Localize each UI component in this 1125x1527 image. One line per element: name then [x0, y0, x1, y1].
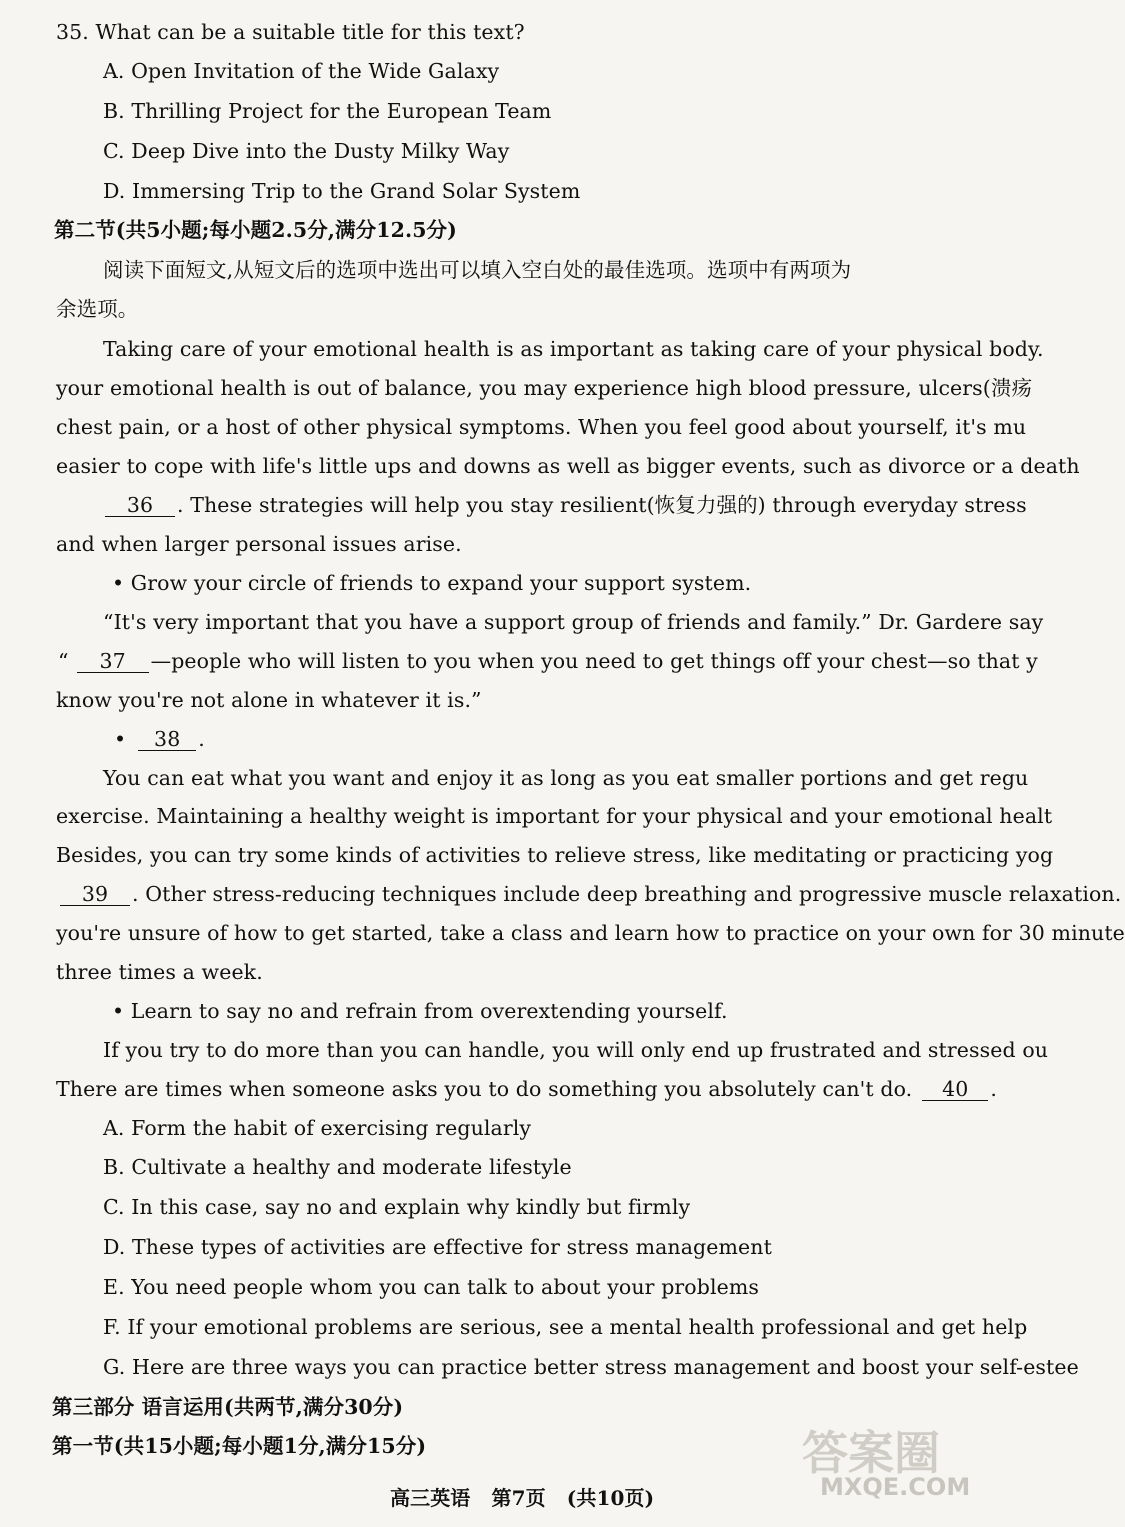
choice-f: F. If your emotional problems are serious, see a mental health professional and get help	[103, 1315, 1028, 1339]
passage-line-blank-37	[58, 647, 1038, 675]
question-35-stem: 35. What can be a suitable title for this text?	[56, 20, 525, 44]
passage-line: Taking care of your emotional health is as important as taking care of your physical body.	[103, 337, 1044, 361]
q35-option-a: A. Open Invitation of the Wide Galaxy	[103, 59, 500, 83]
footer-total-pages: (共10页)	[566, 1486, 655, 1510]
q35-option-c: C. Deep Dive into the Dusty Milky Way	[103, 139, 510, 163]
section2-instruction-line1: 阅读下面短文,从短文后的选项中选出可以填入空白处的最佳选项。选项中有两项为	[103, 258, 852, 282]
blank-37[interactable]: 37	[77, 650, 149, 673]
bullet: •	[114, 727, 127, 751]
choice-e: E. You need people whom you can talk to about your problems	[103, 1275, 760, 1299]
passage-line-blank-36	[103, 491, 1027, 519]
period: .	[990, 1077, 997, 1101]
footer-subject: 高三英语	[390, 1486, 471, 1510]
open-quote: “	[58, 649, 69, 673]
passage-text: There are times when someone asks you to do something you absolutely can't do.	[56, 1077, 913, 1101]
strategy-bullet-say-no: • Learn to say no and refrain from overextending yourself.	[112, 999, 728, 1023]
passage-text: . These strategies will help you stay resilient(恢复力强的) through everyday stress	[177, 493, 1027, 517]
choice-a: A. Form the habit of exercising regularly	[103, 1116, 532, 1140]
watermark-mark: 答案圈	[802, 1426, 940, 1480]
passage-line: know you're not alone in whatever it is.”	[56, 688, 482, 712]
choice-b: B. Cultivate a healthy and moderate lifestyle	[103, 1155, 572, 1179]
part3-header: 第三部分 语言运用(共两节,满分30分)	[52, 1395, 404, 1419]
q35-option-d: D. Immersing Trip to the Grand Solar System	[103, 179, 581, 203]
passage-line: exercise. Maintaining a healthy weight is important for your physical and your emotional healt	[56, 804, 1053, 828]
blank-39[interactable]: 39	[60, 883, 130, 906]
passage-line: You can eat what you want and enjoy it as long as you eat smaller portions and get regu	[103, 766, 1029, 790]
section2-header: 第二节(共5小题;每小题2.5分,满分12.5分)	[54, 218, 457, 242]
passage-line: you're unsure of how to get started, take a class and learn how to practice on your own for 30 minute	[56, 921, 1125, 945]
passage-text: —people who will listen to you when you need to get things off your chest—so that y	[150, 649, 1038, 673]
choice-c: C. In this case, say no and explain why kindly but firmly	[103, 1195, 691, 1219]
blank-36[interactable]: 36	[105, 494, 175, 517]
passage-line-blank-40	[56, 1075, 997, 1103]
footer-page-number: 第7页	[491, 1486, 546, 1510]
passage-text: . Other stress-reducing techniques include deep breathing and progressive muscle relaxation.	[132, 882, 1122, 906]
choice-d: D. These types of activities are effective for stress management	[103, 1235, 772, 1259]
strategy-bullet-friends: • Grow your circle of friends to expand your support system.	[112, 571, 752, 595]
choice-g: G. Here are three ways you can practice better stress management and boost your self-estee	[103, 1355, 1079, 1379]
period: .	[198, 727, 205, 751]
passage-line: and when larger personal issues arise.	[56, 532, 462, 556]
passage-line: If you try to do more than you can handle, you will only end up frustrated and stressed ou	[103, 1038, 1049, 1062]
strategy-bullet-38	[114, 725, 205, 753]
passage-line: Besides, you can try some kinds of activities to relieve stress, like meditating or practicing yog	[56, 843, 1054, 867]
passage-line: three times a week.	[56, 960, 263, 984]
passage-line: “It's very important that you have a support group of friends and family.” Dr. Gardere say	[103, 610, 1044, 634]
passage-line: easier to cope with life's little ups and downs as well as bigger events, such as divorce or a death	[56, 454, 1080, 478]
watermark-url: MXQE.COM	[820, 1473, 971, 1501]
passage-line: chest pain, or a host of other physical symptoms. When you feel good about yourself, it's mu	[56, 415, 1027, 439]
page-footer	[390, 1484, 654, 1512]
passage-line: your emotional health is out of balance, you may experience high blood pressure, ulcers(溃疡	[56, 376, 1033, 400]
watermark-logo	[802, 1417, 992, 1507]
section2-instruction-line2: 余选项。	[56, 297, 139, 321]
blank-40[interactable]: 40	[922, 1078, 988, 1101]
part3-section1-header: 第一节(共15小题;每小题1分,满分15分)	[52, 1434, 427, 1458]
blank-38[interactable]: 38	[138, 728, 196, 751]
passage-line-blank-39	[58, 880, 1121, 908]
q35-option-b: B. Thrilling Project for the European Team	[103, 99, 552, 123]
